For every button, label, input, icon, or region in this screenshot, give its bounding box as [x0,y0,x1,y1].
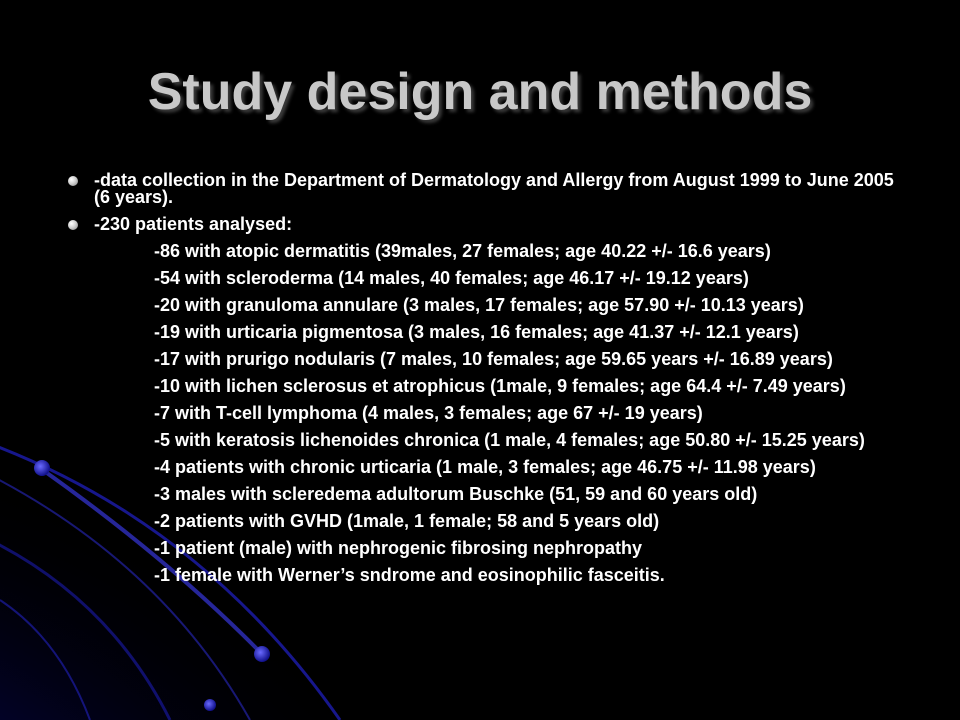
blue-orb [204,699,216,711]
slide-content [68,172,908,594]
sub-item: -17 with prurigo nodularis (7 males, 10 females; age 59.65 years +/- 16.89 years) [154,349,833,369]
sub-item: -86 with atopic dermatitis (39males, 27 females; age 40.22 +/- 16.6 years) [154,241,771,261]
bullet-text: -data collection in the Department of Dermatology and Allergy from August 1999 to June 2005 (6 years). [94,170,894,207]
sub-item: -5 with keratosis lichenoides chronica (1 male, 4 females; age 50.80 +/- 15.25 years) [154,430,865,450]
blue-orb [34,460,50,476]
sub-item: -1 female with Werner’s sndrome and eosinophilic fasceitis. [154,565,665,585]
sub-item: -2 patients with GVHD (1male, 1 female; 58 and 5 years old) [154,511,660,531]
sub-item: -19 with urticaria pigmentosa (3 males, 16 females; age 41.37 +/- 12.1 years) [154,322,799,342]
sub-item: -7 with T-cell lymphoma (4 males, 3 females; age 67 +/- 19 years) [154,403,703,423]
bullet-text: -230 patients analysed: [94,214,293,234]
blue-orb [254,646,270,662]
sub-item: -54 with scleroderma (14 males, 40 females; age 46.17 +/- 19.12 years) [154,268,749,288]
sub-item: -1 patient (male) with nephrogenic fibrosing nephropathy [154,538,643,558]
sub-item: -10 with lichen sclerosus et atrophicus (1male, 9 females; age 64.4 +/- 7.49 years) [154,376,846,396]
bullet-item [68,216,908,233]
bullet-dot-icon [68,220,78,230]
bullet-item [68,172,908,206]
sub-item: -20 with granuloma annulare (3 males, 17 females; age 57.90 +/- 10.13 years) [154,295,804,315]
slide-title: Study design and methods [147,63,813,121]
sub-item: -3 males with scleredema adultorum Buschke (51, 59 and 60 years old) [154,484,758,504]
sub-item: -4 patients with chronic urticaria (1 male, 3 females; age 46.75 +/- 11.98 years) [154,457,816,477]
bullet-dot-icon [68,176,78,186]
